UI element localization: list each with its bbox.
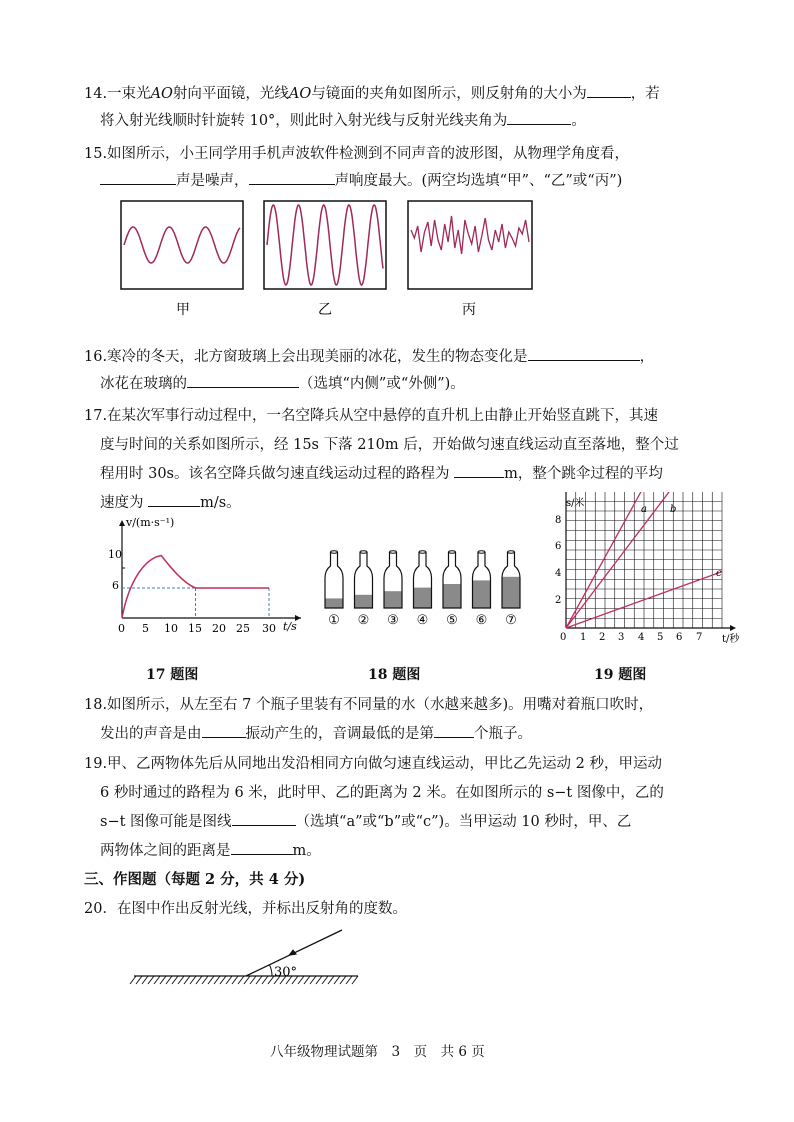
- fig17-xtick-15: 15: [188, 622, 202, 635]
- mirror-hatch: [244, 976, 250, 984]
- mirror-hatch: [226, 976, 232, 984]
- q17-line-4: 速度为 m/s。: [100, 491, 241, 512]
- q18-line-2: 发出的声音是由 振动产生的，音调最低的是第 个瓶子。: [100, 722, 532, 743]
- mirror-hatch: [262, 976, 268, 984]
- q19-line-4: 两物体之间的距离是 m。: [100, 839, 321, 860]
- q16-blank-2[interactable]: [187, 373, 299, 388]
- bottle-water: [443, 584, 461, 608]
- bottle-label: ②: [357, 613, 370, 628]
- bottle-mouth: [419, 551, 426, 553]
- fig17-ytick-10: 10: [108, 548, 122, 561]
- mirror-hatch: [130, 976, 136, 984]
- mirror-hatch: [196, 976, 202, 984]
- bottle-label: ⑦: [505, 613, 517, 628]
- bottle-water: [414, 588, 432, 608]
- mirror-hatch: [208, 976, 214, 984]
- bottle-water: [473, 580, 491, 608]
- bottle-water: [384, 591, 402, 608]
- mirror-hatch: [160, 976, 166, 984]
- fig19-xtick-7: 7: [696, 632, 703, 643]
- fig17-xtick-0: 0: [118, 622, 125, 635]
- q15-blank-2[interactable]: [249, 170, 335, 185]
- bottle-water: [355, 595, 373, 608]
- mirror-hatch: [148, 976, 154, 984]
- fig19-ytick-4: 4: [555, 568, 562, 579]
- fig17-xtick-20: 20: [212, 622, 226, 635]
- mirror-hatch: [184, 976, 190, 984]
- fig18-bottles: [318, 548, 530, 628]
- fig19-xtick-6: 6: [676, 632, 683, 643]
- fig18-caption: 18 题图: [368, 667, 421, 683]
- mirror-hatch: [250, 976, 256, 984]
- q15-line-2: 声是噪声， 声响度最大。(两空均选填“甲”、“乙”或“丙”): [100, 169, 622, 190]
- fig19-label-c: c: [716, 568, 722, 579]
- bottle-mouth: [331, 551, 338, 553]
- fig19-xtick-0: 0: [560, 632, 567, 643]
- q17-blank-2[interactable]: [148, 492, 200, 507]
- bottle-mouth: [478, 551, 485, 553]
- waveform-label-jia: 甲: [176, 302, 190, 318]
- q19-line-1: 19.甲、乙两物体先后从同地出发沿相同方向做匀速直线运动，甲比乙先运动 2 秒，甲运动: [84, 756, 662, 772]
- waveform-frame-jia: [121, 201, 243, 289]
- mirror-hatch: [136, 976, 142, 984]
- mirror-hatch: [310, 976, 316, 984]
- q16-blank-1[interactable]: [528, 346, 640, 361]
- q17-line-2: 度与时间的关系如图所示，经 15s 下落 210m 后，开始做匀速直线运动直至落地，整个过: [100, 437, 679, 453]
- mirror-hatch: [346, 976, 352, 984]
- waveform-jia: [124, 227, 240, 263]
- q17-line-3: 程用时 30s。该名空降兵做匀速直线运动过程的路程为 m，整个跳伞过程的平均: [100, 462, 663, 483]
- fig17-caption: 17 题图: [146, 667, 199, 683]
- q19-line-2: 6 秒时通过的路程为 6 米，此时甲、乙的距离为 2 米。在如图所示的 s−t 图像中，乙的: [100, 785, 664, 801]
- waveform-frame-bing: [408, 201, 532, 289]
- bottle-label: ⑥: [475, 613, 488, 628]
- bottle-label: ③: [387, 613, 399, 628]
- q14-blank-1[interactable]: [587, 83, 631, 98]
- fig19-xlabel: t/秒: [722, 634, 740, 645]
- fig19-ytick-6: 6: [555, 541, 562, 552]
- mirror-hatch: [334, 976, 340, 984]
- mirror-hatch: [190, 976, 196, 984]
- mirror-hatch: [142, 976, 148, 984]
- q18-line-1: 18.如图所示，从左至右 7 个瓶子里装有不同量的水（水越来越多)。用嘴对着瓶口吹时，: [84, 697, 654, 713]
- mirror-hatch: [304, 976, 310, 984]
- fig17-xtick-10: 10: [164, 622, 178, 635]
- mirror-hatch: [328, 976, 334, 984]
- mirror-hatch: [352, 976, 358, 984]
- angle-arc: [270, 965, 273, 976]
- mirror-hatch: [172, 976, 178, 984]
- bottle-label: ⑤: [446, 613, 458, 628]
- q15-line-1: 15.如图所示，小王同学用手机声波软件检测到不同声音的波形图，从物理学角度看，: [84, 146, 630, 162]
- fig19-xtick-4: 4: [638, 632, 645, 643]
- fig17-xtick-5: 5: [142, 622, 149, 635]
- section3-title: 三、作图题（每题 2 分，共 4 分): [84, 871, 306, 888]
- waveform-yi: [267, 205, 383, 285]
- q19-line-3: s−t 图像可能是图线 （选填“a”或“b”或“c”)。当甲运动 10 秒时，甲、乙: [100, 810, 631, 831]
- page-footer: 八年级物理试题第 3 页 共 6 页: [270, 1044, 485, 1060]
- q16-line-2: 冰花在玻璃的 （选填“内侧”或“外侧”)。: [100, 372, 465, 393]
- waveform-figure: [120, 200, 540, 322]
- bottle-water: [325, 598, 343, 608]
- waveform-bing: [411, 216, 529, 254]
- q14-line-1: 14.一束光AO射向平面镜，光线AO与镜面的夹角如图所示，则反射角的大小为 ，若: [84, 82, 660, 103]
- q17-blank-1[interactable]: [454, 463, 504, 478]
- mirror-hatch: [322, 976, 328, 984]
- fig17-vt-graph: [96, 508, 311, 640]
- q18-blank-1[interactable]: [202, 723, 246, 738]
- bottle-mouth: [360, 551, 367, 553]
- q20-line-1: 20．在图中作出反射光线，并标出反射角的度数。: [84, 901, 407, 917]
- fig17-y-arrow-icon: [119, 520, 125, 526]
- q15-blank-1[interactable]: [100, 170, 176, 185]
- fig19-ytick-8: 8: [555, 515, 562, 526]
- mirror-hatch: [316, 976, 322, 984]
- fig17-xtick-30: 30: [262, 622, 276, 635]
- angle-label: 30°: [274, 965, 298, 980]
- q16-line-1: 16.寒冷的冬天，北方窗玻璃上会出现美丽的冰花，发生的物态变化是 ，: [84, 345, 654, 366]
- q14-blank-2[interactable]: [507, 110, 571, 125]
- fig19-caption: 19 题图: [594, 667, 647, 683]
- fig17-xlabel: t/s: [283, 620, 297, 633]
- fig19-st-graph: [548, 492, 748, 650]
- waveform-label-bing: 丙: [462, 302, 476, 318]
- mirror-hatch: [256, 976, 262, 984]
- mirror-hatch: [232, 976, 238, 984]
- fig19-xtick-3: 3: [618, 632, 625, 643]
- fig19-label-a: a: [641, 504, 647, 515]
- mirror-hatch: [214, 976, 220, 984]
- bottle-mouth: [449, 551, 456, 553]
- fig19-x-arrow-icon: [730, 625, 736, 631]
- fig19-xtick-1: 1: [580, 632, 587, 643]
- q19-blank-1[interactable]: [232, 811, 296, 826]
- mirror-hatch: [220, 976, 226, 984]
- fig17-xtick-25: 25: [236, 622, 250, 635]
- mirror-hatch: [202, 976, 208, 984]
- mirror-hatch: [178, 976, 184, 984]
- bottle-label: ①: [328, 613, 340, 628]
- fig17-ytick-6: 6: [112, 579, 119, 592]
- bottle-label: ④: [416, 613, 429, 628]
- fig19-ytick-2: 2: [555, 595, 562, 606]
- bottle-mouth: [390, 551, 397, 553]
- fig19-xtick-2: 2: [599, 632, 606, 643]
- q20-mirror-figure: [128, 920, 364, 1000]
- mirror-hatch: [154, 976, 160, 984]
- q19-blank-2[interactable]: [231, 840, 293, 855]
- q17-line-1: 17.在某次军事行动过程中，一名空降兵从空中悬停的直升机上由静止开始竖直跳下，其速: [84, 408, 659, 424]
- q14-line-2: 将入射光线顺时针旋转 10°，则此时入射光线与反射光线夹角为 。: [100, 109, 586, 130]
- mirror-hatch: [298, 976, 304, 984]
- bottle-water: [502, 577, 520, 608]
- fig19-label-b: b: [670, 504, 677, 515]
- bottle-mouth: [508, 551, 515, 553]
- mirror-hatch: [238, 976, 244, 984]
- mirror-hatch: [166, 976, 172, 984]
- mirror-hatching: [130, 976, 358, 984]
- mirror-hatch: [340, 976, 346, 984]
- q18-blank-2[interactable]: [434, 723, 474, 738]
- fig17-ylabel: v/(m·s⁻¹): [126, 516, 175, 529]
- waveform-label-yi: 乙: [318, 302, 332, 318]
- fig19-xtick-5: 5: [657, 632, 664, 643]
- fig19-ylabel: s/米: [566, 498, 585, 509]
